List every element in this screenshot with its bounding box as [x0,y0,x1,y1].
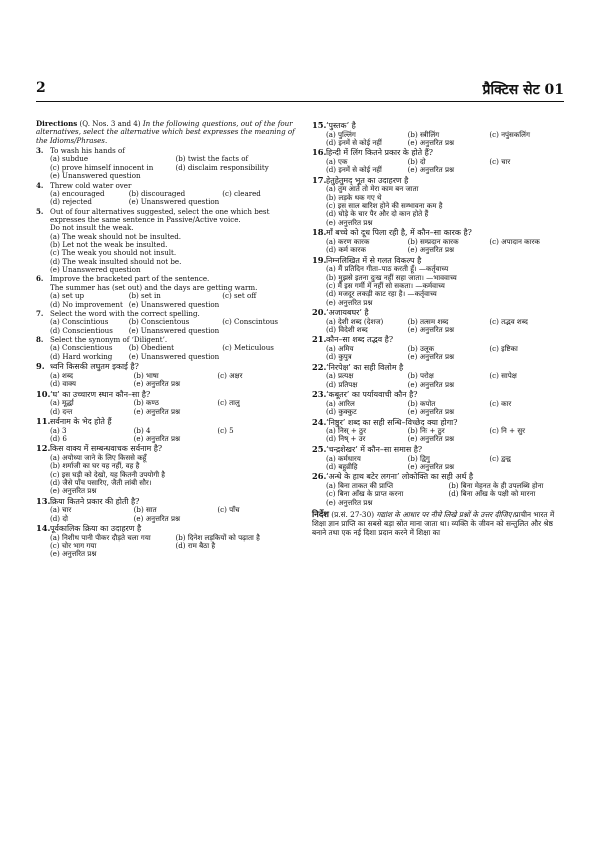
page-header [36,80,564,102]
answer-options [50,506,298,523]
question-item [312,176,568,227]
answer-option: (a) अमिय [326,344,354,353]
answer-option: (e) Unanswered question [50,171,141,181]
right-column [312,120,568,538]
answer-option: (d) Hard working [50,351,113,361]
directions-text: In the following questions, out of the four alternatives, select the alternative which best expresses the meaning of the Idioms/Phrases. [36,119,295,145]
answer-option: (a) Conscientious [50,343,113,353]
question-text: पूर्वकालिक क्रिया का उदाहरण है [50,524,142,534]
answer-option: (d) राम बैठा है [175,541,216,551]
answer-option: (a) चार [50,505,72,515]
answer-option: (e) अनुत्तरित प्रश्न [133,433,180,443]
passage-text: प्राचीन भारत में शिक्षा ज्ञान प्राप्ति का सबसे बड़ा स्रोत माना जाता था। व्यक्ति के जीवन को सन्तुलित और श्रेष्ठ बनाने तथा एक नई दिशा प्रदान करने में शिक्षा का [312,509,555,538]
answer-option: (d) वाक्य [50,379,77,389]
answer-option: (c) तद्भव शब्द [489,316,528,326]
answer-options [50,292,298,309]
answer-option: (c) चोर भाग गया [50,541,97,551]
question-number: 19. [312,254,327,265]
answer-option: (c) द्वन्द्व [489,453,511,463]
answer-option: (d) 6 [50,433,67,443]
question-number: 11. [36,415,51,426]
question-item [36,208,298,275]
question-item [36,497,298,523]
answer-option: (c) चार [489,157,511,167]
answer-option: (b) discouraged [128,188,186,198]
question-text: क्रिया कितने प्रकार की होती है? [50,496,140,506]
answer-option: (d) जैसे पाँच पसारिए, जैती लांबी सौर। [50,477,152,487]
answer-option: (a) अयोध्या जाने के लिए किससे कहूँ [50,452,147,462]
answer-option: (b) कपोत [407,398,436,408]
answer-options [326,345,568,362]
answer-options [326,158,568,175]
question-text: ‘घ’ का उच्चारण स्थान कौन–सा है? [50,389,151,399]
answer-option: (b) Conscientous [128,317,190,327]
directions-range: (Q. Nos. 3 and 4) [77,119,143,128]
answer-option: (e) अनुत्तरित प्रश्न [407,461,454,471]
question-number: 22. [312,361,327,372]
page-title: प्रैक्टिस सेट 01 [482,82,564,98]
question-text: ‘अजायबघर’ है [326,308,369,318]
question-number: 8. [36,335,44,345]
answer-option: (d) rejected [50,197,92,207]
question-text: कौन–सा शब्द तद्भव है? [326,335,394,345]
answer-option: (e) अनुत्तरित प्रश्न [407,352,454,362]
answer-option: (d) कर्म कारक [326,245,366,255]
answer-option: (e) Unanswered question [128,351,220,361]
answer-option: (b) बिना मेहनत के ही उपलब्धि होना [448,480,544,490]
answer-option: (c) नपुंसकलिंग [489,129,530,139]
question-text: हिन्दी में लिंग कितने प्रकार के होते हैं? [326,148,434,158]
answer-option: (e) अनुत्तरित प्रश्न [133,513,180,523]
answer-option: (d) प्रतिपक्ष [326,379,358,389]
question-text: Select the word with the correct spelling. [50,308,200,318]
answer-option: (d) निष् + उर [326,434,366,444]
answer-option: (a) करण कारक [326,236,370,246]
answer-options [50,454,298,496]
answer-option: (e) Unanswered question [128,325,220,335]
answer-option: (e) अनुत्तरित प्रश्न [133,379,180,389]
answer-option: (c) Meticulous [222,343,274,353]
question-item [36,362,298,388]
question-number: 20. [312,307,327,318]
answer-options [50,399,298,416]
answer-option: (a) कर्मधारय [326,453,361,463]
question-item [36,417,298,443]
question-number: 26. [312,471,327,482]
question-number: 9. [36,361,45,372]
question-item [312,390,568,416]
passage-directions-instruction: गद्यांश के आधार पर नीचे लिखे प्रश्नों के उत्तर दीजिए। [376,509,515,519]
question-text: To wash his hands of [50,146,125,156]
answer-option: (a) पुल्लिंग [326,129,356,139]
question-text: किस वाक्य में सम्बन्धवाचक सर्वनाम है? [50,444,163,454]
question-number: 17. [312,174,327,185]
answer-option: (c) इस घड़ी को देखो, यह कितनी उपयोगी है [50,469,166,479]
question-text: ‘अन्धे के हाथ बटेर लगना’ लोकोक्ति का सही अर्थ है [326,472,474,482]
question-number: 25. [312,443,327,454]
answer-option: (a) encouraged [50,188,105,198]
answer-option: (d) मजदूर लकड़ी काट रहा है। —कर्तृवाच्य [326,289,437,299]
answer-option: (a) subdue [50,154,89,164]
answer-options [50,344,298,361]
answer-option: (d) बिना आँख के पक्षी को मारना [448,489,536,499]
answer-options [50,318,298,335]
question-number: 5. [36,206,44,216]
answer-options [50,155,298,180]
question-number: 7. [36,308,44,318]
answer-options [326,482,568,507]
answer-option: (b) Obedient [128,343,175,353]
answer-option: (a) देशी शब्द (देशज) [326,316,384,326]
question-text: Out of four alternatives suggested, select the one which best expresses the same sentence in Passive/Active voice. [50,206,270,224]
answer-option: (c) तालु [217,398,240,408]
answer-option: (c) इष्टिका [489,344,518,353]
answer-option: (b) उलूक [407,344,435,353]
question-text: माँ बच्चे को दूध पिला रही है, में कौन–सा कारक है? [326,228,472,238]
answer-option: (e) अनुत्तरित प्रश्न [407,245,454,255]
question-item [312,335,568,361]
passage-directions [312,510,568,538]
question-sentence: The summer has (set out) and the days are getting warm. [50,282,258,292]
answer-option: (c) बिना आँख के प्राप्त करना [326,489,404,499]
question-number: 6. [36,274,44,284]
answer-options [326,265,568,307]
question-text: ‘कबूतर’ का पर्यायवाची कौन है? [326,390,418,400]
question-number: 16. [312,147,327,158]
answer-option: (d) बहुव्रीहि [326,461,358,471]
answer-option: (c) पाँच [217,505,240,515]
answer-option: (c) मैं इस गर्मी में नहीं सो सकता। —कर्मवाच्य [326,280,445,290]
answer-options [326,131,568,148]
answer-option: (e) अनुत्तरित प्रश्न [133,406,180,416]
answer-option: (e) अनुत्तरित प्रश्न [407,165,454,175]
answer-option: (c) The weak you should not insult. [50,248,177,258]
answer-option: (e) अनुत्तरित प्रश्न [407,138,454,148]
answer-options [326,318,568,335]
answer-option: (b) Let not the weak be insulted. [50,240,168,249]
question-item [312,308,568,334]
answer-option: (a) Conscintious [50,317,109,327]
question-item [312,472,568,507]
question-item [312,228,568,254]
answer-option: (e) अनुत्तरित प्रश्न [50,486,97,496]
answer-option: (b) twist the facts of [175,154,249,164]
answer-options [326,400,568,417]
answer-option: (b) दिनेश लड़कियों को पढ़ाता है [175,532,260,542]
answer-option: (a) 3 [50,425,67,435]
answer-option: (d) कुपुत्र [326,352,352,362]
answer-options [326,238,568,255]
answer-option: (c) 5 [217,425,234,435]
question-item [312,418,568,444]
passage-directions-label: निर्देश [312,508,329,519]
answer-option: (d) Conscientious [50,325,113,335]
answer-option: (b) शर्माजी का घर यह नहीं, वह है [50,461,140,471]
question-number: 23. [312,389,327,400]
question-number: 15. [312,120,327,131]
answer-option: (b) स्त्रीलिंग [407,129,440,139]
answer-option: (a) निशीथ पानी पीकर दौड़ते चला गया [50,532,151,542]
answer-option: (d) disclaim responsibility [175,162,269,172]
question-number: 18. [312,227,327,238]
question-item [312,148,568,174]
answer-option: (d) इनमें से कोई नहीं [326,165,382,175]
answer-option: (e) अनुत्तरित प्रश्न [50,549,97,559]
question-sentence: Do not insult the weak. [50,223,134,233]
question-item [36,310,298,335]
answer-options [50,233,298,275]
answer-option: (d) कुक्कुट [326,407,357,417]
answer-options [326,372,568,389]
question-text: हेतुहेतुमद् भूत का उदाहरण है [326,175,409,185]
answer-option: (e) अनुत्तरित प्रश्न [326,297,373,307]
answer-option: (a) बिना ताकत की प्राप्ति [326,480,394,490]
question-text: निम्नलिखित में से गलत विकल्प है [326,255,422,265]
question-item [36,182,298,207]
question-item [312,256,568,307]
answer-option: (c) Conscintous [222,317,279,327]
answer-option: (d) दो [50,513,68,523]
answer-option: (a) निस् + ठुर [326,426,367,436]
left-column [36,120,298,559]
question-text: ‘निष्ठुर’ शब्द का सही सन्धि–विच्छेद क्या होगा? [326,417,458,427]
question-text: Select the synonym of ‘Diligent’. [50,335,168,345]
question-item [36,524,298,559]
answer-option: (a) एक [326,157,348,167]
answer-option: (d) दन्त [50,406,73,416]
answer-option: (b) निः + ठुर [407,426,445,436]
answer-option: (d) घोड़े के चार पैर और दो कान होते हैं [326,209,429,219]
question-item [312,121,568,147]
answer-option: (d) No improvement [50,299,123,309]
directions-label: Directions [36,119,78,128]
answer-option: (d) The weak insulted should not be. [50,256,182,266]
answer-option: (b) दो [407,157,426,167]
answer-options [326,427,568,444]
question-item [36,336,298,361]
answer-option: (e) Unanswered question [50,265,141,275]
answer-option: (b) सम्प्रदान कारक [407,236,459,246]
answer-options [326,185,568,227]
answer-option: (a) The weak should not be insulted. [50,231,182,241]
answer-option: (b) मुझसे इतना दुःख नहीं सहा जाता। —भाववाच्य [326,272,457,282]
answer-option: (b) सात [133,505,157,515]
question-number: 3. [36,146,44,156]
answer-option: (b) द्विगु [407,453,430,463]
answer-options [50,534,298,559]
answer-options [50,427,298,444]
question-number: 10. [36,388,51,399]
question-number: 14. [36,523,51,534]
answer-option: (b) तत्सम शब्द [407,316,449,326]
answer-option: (e) अनुत्तरित प्रश्न [407,324,454,334]
question-number: 4. [36,180,44,190]
answer-option: (e) अनुत्तरित प्रश्न [326,217,373,227]
answer-option: (c) set off [222,291,257,301]
question-item [36,444,298,495]
answer-option: (a) प्रत्यक्ष [326,371,354,381]
answer-option: (b) लड़के थक गए थे [326,192,382,202]
question-number: 24. [312,416,327,427]
answer-option: (e) अनुत्तरित प्रश्न [407,434,454,444]
answer-option: (e) अनुत्तरित प्रश्न [407,379,454,389]
question-text: सर्वनाम के भेद होते हैं [50,416,112,426]
question-text: Improve the bracketed part of the sentence. [50,274,210,284]
answer-option: (e) अनुत्तरित प्रश्न [407,407,454,417]
answer-options [50,190,298,207]
answer-option: (b) भाषा [133,370,159,380]
passage-directions-range: (प्र.सं. 27-30) [328,509,377,519]
question-item [36,147,298,180]
answer-option: (e) Unanswered question [128,197,220,207]
answer-option: (a) set up [50,291,85,301]
answer-option: (a) शब्द [50,370,73,380]
answer-option: (a) मैं प्रतिदिन गीता–पाठ करती हूँ। —कर्तृवाच्य [326,264,449,274]
answer-option: (b) set in [128,291,161,301]
question-item [312,445,568,471]
question-number: 12. [36,443,51,454]
question-text: ध्वनि किसकी लघुतम इकाई है? [50,362,139,372]
answer-option: (c) prove himself innocent in [50,162,154,172]
answer-options [50,372,298,389]
answer-option: (c) cleared [222,188,261,198]
answer-option: (c) अपादान कारक [489,236,540,246]
answer-option: (c) इस साल बारिश होने की सम्भावना कम है [326,201,443,211]
answer-option: (e) अनुत्तरित प्रश्न [326,497,373,507]
answer-option: (a) तुम आते तो मेरा काम बन जाता [326,184,419,194]
question-item [36,275,298,308]
answer-option: (a) मूर्द्धा [50,398,74,408]
question-text: ‘चन्द्रशेखर’ में कौन–सा समास है? [326,444,423,454]
question-item [312,363,568,389]
answer-options [326,455,568,472]
question-text: ‘पुस्तक’ है [326,121,356,131]
answer-option: (d) इनमें से कोई नहीं [326,138,382,148]
answer-option: (e) Unanswered question [128,299,220,309]
directions [36,120,298,145]
answer-option: (b) 4 [133,425,151,435]
question-number: 21. [312,334,327,345]
answer-option: (c) सापेक्ष [489,371,517,381]
answer-option: (b) कण्ठ [133,398,159,408]
answer-option: (a) आरिल [326,398,355,408]
answer-option: (d) विदेशी शब्द [326,324,368,334]
question-text: ‘निरपेक्ष’ का सही विलोम है [326,362,404,372]
question-number: 13. [36,495,51,506]
answer-option: (b) परोक्ष [407,371,434,381]
page-number: 2 [36,80,46,96]
answer-option: (c) अक्षर [217,370,243,380]
question-item [36,390,298,416]
question-text: Threw cold water over [50,180,132,190]
answer-option: (c) नि + सुर [489,426,526,436]
answer-option: (c) कार [489,398,512,408]
